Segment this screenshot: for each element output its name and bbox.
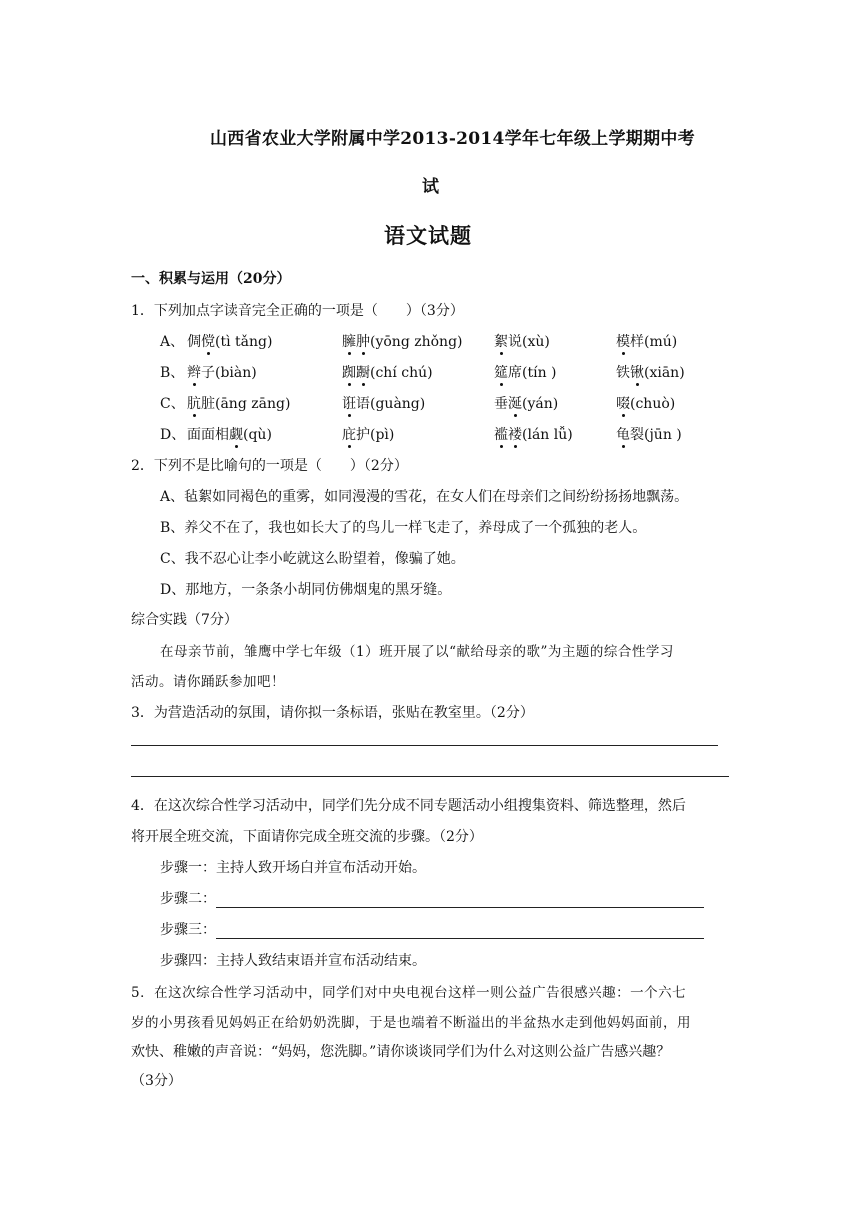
step-two-answer-line[interactable] [216, 893, 704, 908]
step-two-label: 步骤二： [160, 891, 216, 907]
question-2-option-a: A、毡絮如同褐色的重雾，如同漫漫的雪花，在女人们在母亲们之间纷纷扬扬地飘荡。 [160, 489, 689, 505]
dotted-character [508, 396, 522, 412]
word-pinyin: (yōng zhǒng) [370, 334, 463, 350]
emphasis-dot-char: 肿 [356, 334, 370, 350]
word-pinyin: 语(guàng) [356, 396, 426, 412]
word-pinyin: 护(pì) [356, 427, 395, 443]
emphasis-dot-char: 筵 [494, 365, 508, 381]
emphasis-dot-char: 臃 [342, 334, 356, 350]
exam-title: 山西省农业大学附属中学2013-2014学年七年级上学期期中考 [210, 129, 695, 149]
emphasis-dot-char: 觑 [229, 427, 243, 443]
section-heading: 一、积累与运用（20分） [131, 271, 291, 287]
word-pinyin: (chuò) [630, 396, 676, 412]
emphasis-dot-char: 傥 [201, 334, 215, 350]
question-1-option-a-label: A、 [160, 334, 185, 350]
dotted-character [630, 365, 644, 381]
practice-intro-line1: 在母亲节前，雏鹰中学七年级（1）班开展了以“献给母亲的歌”为主题的综合性学习 [160, 644, 674, 660]
question-4-stem-line2: 将开展全班交流，下面请你完成全班交流的步骤。（2分） [131, 829, 483, 845]
step-three-answer-line[interactable] [216, 924, 704, 939]
word-pinyin: 样(mú) [630, 334, 678, 350]
practice-heading: 综合实践（7分） [131, 612, 238, 628]
emphasis-dot-char: 褴 [494, 427, 508, 443]
emphasis-dot-char: 诳 [342, 396, 356, 412]
word-pinyin: 说(xù) [508, 334, 550, 350]
question-1-option-c-word-4 [616, 393, 675, 413]
practice-intro-line2: 活动。请你踊跃参加吧！ [131, 674, 285, 690]
question-1-option-d-word-3 [494, 424, 573, 444]
word-pinyin: (lán lǚ) [522, 427, 573, 443]
word-pinyin: 裂(jūn ) [630, 427, 682, 443]
dotted-character [616, 396, 630, 412]
dotted-character [494, 365, 508, 381]
emphasis-dot-char: 蹰 [356, 365, 370, 381]
emphasis-dot-char: 踟 [342, 365, 356, 381]
question-5-score: （3分） [131, 1073, 182, 1089]
question-2-stem: 2．下列不是比喻句的一项是（ ）（2分） [131, 458, 408, 474]
question-2-option-d: D、那地方，一条条小胡同仿佛烟鬼的黑牙缝。 [160, 582, 452, 598]
word-pinyin: 子(biàn) [201, 365, 257, 381]
word-prefix: 垂 [494, 396, 508, 412]
question-1-stem: 1．下列加点字读音完全正确的一项是（ ）（3分） [131, 303, 464, 319]
question-1-option-b-word-4 [616, 362, 685, 382]
question-1-option-a-word-4 [616, 331, 677, 351]
question-1-option-c-label: C、 [160, 396, 185, 412]
dotted-character [342, 365, 370, 381]
dotted-character [229, 427, 243, 443]
word-pinyin: 席(tín ) [508, 365, 557, 381]
dotted-character [616, 334, 630, 350]
question-1-option-b-label: B、 [160, 365, 185, 381]
step-three [160, 919, 704, 939]
word-pinyin: (chí chú) [370, 365, 433, 381]
emphasis-dot-char: 褛 [508, 427, 522, 443]
exam-title-continued: 试 [422, 177, 439, 197]
answer-line-2[interactable] [131, 776, 729, 777]
dotted-character [342, 334, 370, 350]
question-1-option-d-label: D、 [160, 427, 186, 443]
word-pinyin: 脏(āng zāng) [201, 396, 291, 412]
subject-title: 语文试题 [384, 223, 472, 248]
emphasis-dot-char: 啜 [616, 396, 630, 412]
question-2-option-b: B、养父不在了，我也如长大了的鸟儿一样飞走了，养母成了一个孤独的老人。 [160, 520, 647, 536]
dotted-character [494, 334, 508, 350]
dotted-character [187, 365, 201, 381]
question-1-option-d-word-1 [187, 424, 272, 444]
question-3-stem: 3．为营造活动的氛围，请你拟一条标语，张贴在教室里。（2分） [131, 705, 534, 721]
emphasis-dot-char: 辫 [187, 365, 201, 381]
emphasis-dot-char: 庇 [342, 427, 356, 443]
question-1-option-b-word-3 [494, 362, 557, 382]
question-1-option-c-word-1 [187, 393, 290, 413]
question-1-option-a-word-1 [187, 331, 272, 351]
question-1-option-d-word-2 [342, 424, 394, 444]
dotted-character [342, 396, 356, 412]
question-5-line1: 5．在这次综合性学习活动中，同学们对中央电视台这样一则公益广告很感兴趣：一个六七 [131, 985, 687, 1001]
question-1-option-a-word-2 [342, 331, 463, 351]
question-1-option-b-word-2 [342, 362, 433, 382]
dotted-character [187, 396, 201, 412]
question-2-option-c: C、我不忍心让李小屹就这么盼望着，像骗了她。 [160, 551, 465, 567]
emphasis-dot-char: 模 [616, 334, 630, 350]
answer-line-1[interactable] [131, 745, 718, 746]
emphasis-dot-char: 龟 [616, 427, 630, 443]
dotted-character [616, 427, 630, 443]
word-prefix: 面面相 [187, 427, 229, 443]
question-5-line2: 岁的小男孩看见妈妈正在给奶奶洗脚，于是也端着不断溢出的半盆热水走到他妈妈面前，用 [131, 1015, 691, 1031]
emphasis-dot-char: 涎 [508, 396, 522, 412]
step-one: 步骤一：主持人致开场白并宣布活动开始。 [160, 860, 426, 876]
word-pinyin: (tì tǎng) [215, 334, 273, 350]
emphasis-dot-char: 肮 [187, 396, 201, 412]
step-two [160, 888, 704, 908]
question-5-line3: 欢快、稚嫩的声音说：“妈妈，您洗脚。”请你谈谈同学们为什么对这则公益广告感兴趣？ [131, 1044, 671, 1060]
question-1-option-a-word-3 [494, 331, 550, 351]
question-1-option-b-word-1 [187, 362, 257, 382]
dotted-character [201, 334, 215, 350]
question-1-option-c-word-2 [342, 393, 425, 413]
word-pinyin: (yán) [522, 396, 559, 412]
word-pinyin: (qù) [243, 427, 272, 443]
step-four: 步骤四：主持人致结束语并宣布活动结束。 [160, 953, 426, 969]
word-prefix: 铁 [616, 365, 630, 381]
emphasis-dot-char: 絮 [494, 334, 508, 350]
question-1-option-d-word-4 [616, 424, 682, 444]
emphasis-dot-char: 锹 [630, 365, 644, 381]
step-three-label: 步骤三： [160, 922, 216, 938]
word-prefix: 倜 [187, 334, 201, 350]
question-4-stem-line1: 4．在这次综合性学习活动中，同学们先分成不同专题活动小组搜集资料、筛选整理，然后 [131, 798, 686, 814]
dotted-character [494, 427, 522, 443]
dotted-character [342, 427, 356, 443]
word-pinyin: (xiān) [644, 365, 685, 381]
question-1-option-c-word-3 [494, 393, 558, 413]
